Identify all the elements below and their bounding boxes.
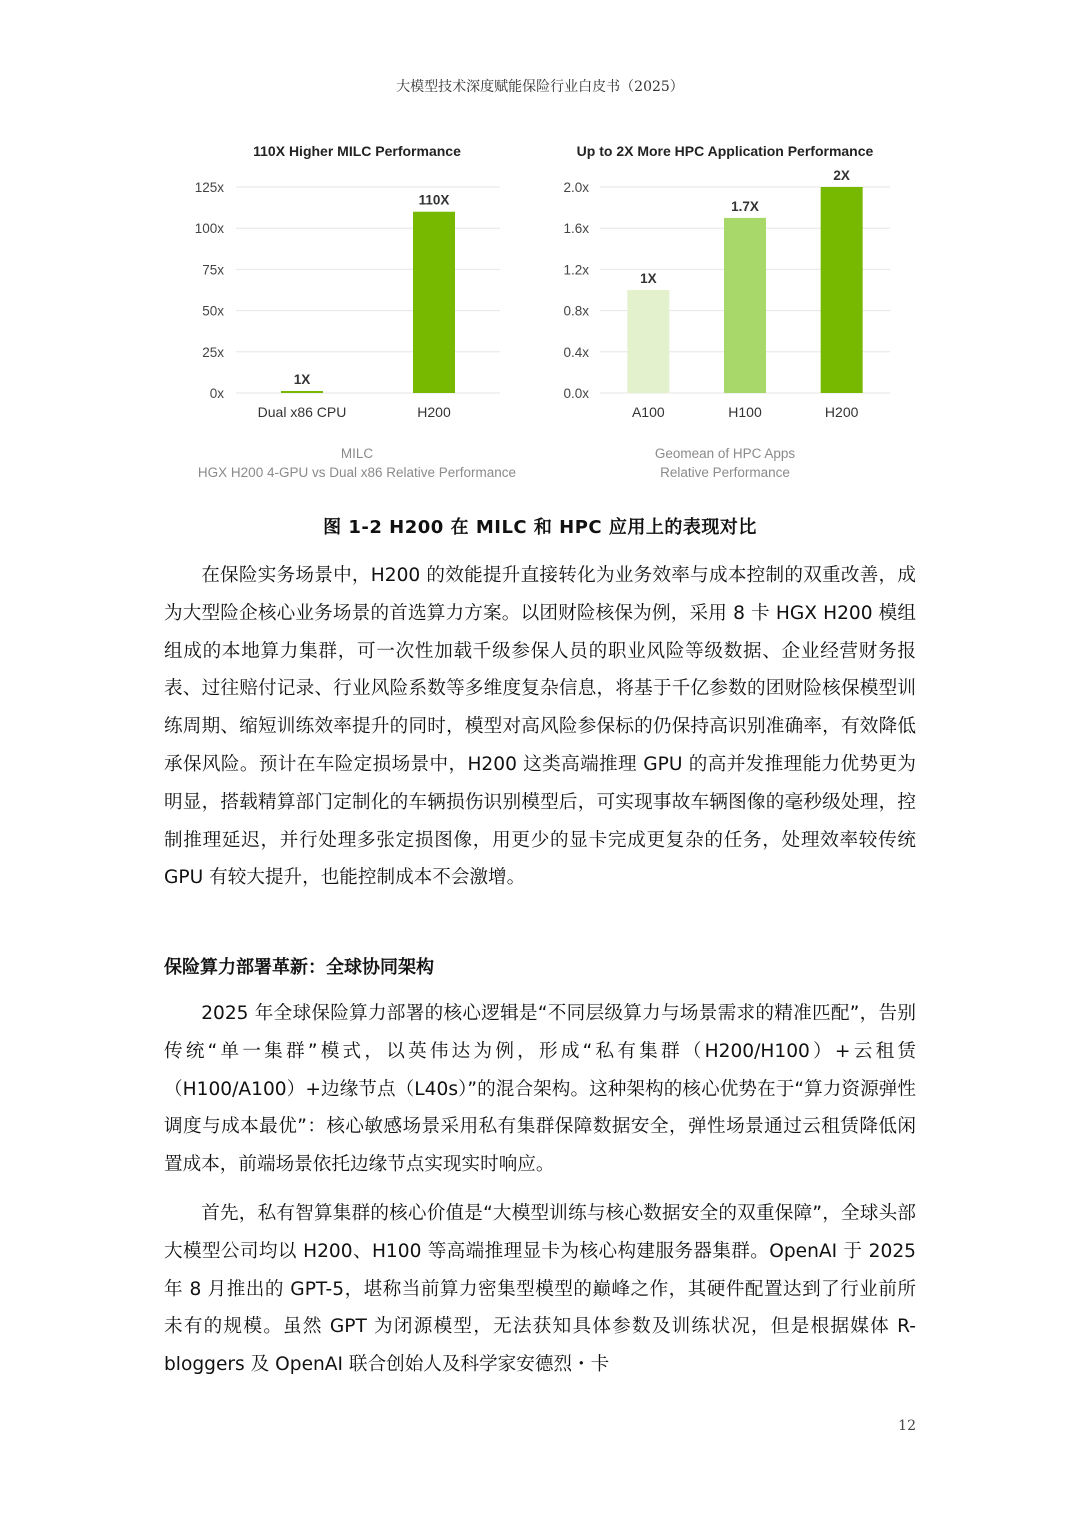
y-tick-label: 100x: [194, 221, 224, 237]
chart-caption-line1: Geomean of HPC Apps: [654, 446, 796, 461]
bar: [724, 218, 766, 393]
bar-data-label: 2X: [833, 168, 850, 183]
y-tick-label: 0x: [209, 386, 224, 401]
x-tick-label: Dual x86 CPU: [257, 404, 347, 420]
chart-caption-line2: Relative Performance: [660, 465, 790, 480]
section-heading: 保险算力部署革新：全球协同架构: [164, 957, 434, 978]
y-tick-label: 50x: [202, 303, 224, 319]
bar: [821, 187, 863, 393]
chart-caption-line1: MILC: [340, 446, 374, 461]
bar: [413, 212, 455, 393]
bar-data-label: 1X: [293, 372, 311, 387]
x-tick-label: H200: [417, 404, 451, 420]
hpc-chart: [555, 136, 900, 486]
y-tick-label: 2.0x: [563, 180, 589, 195]
bar: [281, 391, 323, 393]
x-tick-label: A100: [631, 404, 665, 420]
y-tick-label: 75x: [202, 262, 224, 278]
x-tick-label: H200: [824, 404, 859, 420]
bar-data-label: 110X: [418, 192, 450, 208]
y-tick-label: 1.2x: [563, 262, 589, 278]
milc-chart: [170, 136, 550, 486]
running-header: 大模型技术深度赋能保险行业白皮书（2025）: [396, 79, 684, 95]
body-paragraph: 在保险实务场景中，H200 的效能提升直接转化为业务效率与成本控制的双重改善，成为大型险企核心业务场景的首选算力方案。以团财险核保为例，采用 8 卡 HGX H200 模组组成的本地算力集群，可一次性加载千级参保人员的职业风险等级数据、企业经营财务报表、过往赔付记录、行业风险系数等多维度复杂信息，将基于千亿参数的团财险核保模型训练周期、缩短训练效率提升的同时，模型对高风险参保标的仍保持高识别准确率，有效降低承保风险。预计在车险定损场景中，H200 这类高端推理 GPU 的高并发推理能力优势更为明显，搭载精算部门定制化的车辆损伤识别模型后，可实现事故车辆图像的毫秒级处理，控制推理延迟，并行处理多张定损图像，用更少的显卡完成更复杂的任务，处理效率较传统 GPU 有较大提升，也能控制成本不会激增。: [164, 565, 916, 889]
bar-data-label: 1.7X: [731, 198, 759, 214]
chart-title: Up to 2X More HPC Application Performance: [576, 143, 874, 159]
x-tick-label: H100: [728, 404, 762, 420]
y-tick-label: 25x: [202, 344, 224, 360]
y-tick-label: 0.4x: [563, 344, 589, 360]
y-tick-label: 1.6x: [563, 221, 589, 237]
body-paragraph: 2025 年全球保险算力部署的核心逻辑是“不同层级算力与场景需求的精准匹配”，告别传统“单一集群”模式，以英伟达为例，形成“私有集群（H200/H100）+云租赁（H100/A100）+边缘节点（L40s）”的混合架构。这种架构的核心优势在于“算力资源弹性调度与成本最优”：核心敏感场景采用私有集群保障数据安全，弹性场景通过云租赁降低闲置成本，前端场景依托边缘节点实现实时响应。: [164, 1003, 916, 1176]
figure-caption: 图 1-2 H200 在 MILC 和 HPC 应用上的表现对比: [323, 517, 757, 538]
body-paragraph: 首先，私有智算集群的核心价值是“大模型训练与核心数据安全的双重保障”，全球头部大模型公司均以 H200、H100 等高端推理显卡为核心构建服务器集群。OpenAI 于 2025 年 8 月推出的 GPT-5，堪称当前算力密集型模型的巅峰之作，其硬件配置达到了行业前所未有的规模。虽然 GPT 为闭源模型，无法获知具体参数及训练状况，但是根据媒体 R-bloggers 及 OpenAI 联合创始人及科学家安德烈・卡: [164, 1203, 916, 1376]
chart-caption-line2: HGX H200 4-GPU vs Dual x86 Relative Performance: [197, 465, 517, 480]
y-tick-label: 0.0x: [563, 386, 589, 401]
bar: [627, 290, 669, 393]
bar-data-label: 1X: [640, 271, 657, 286]
page-number: 12: [898, 1418, 916, 1434]
y-tick-label: 125x: [194, 180, 224, 195]
y-tick-label: 0.8x: [563, 303, 589, 319]
chart-title: 110X Higher MILC Performance: [253, 143, 461, 159]
